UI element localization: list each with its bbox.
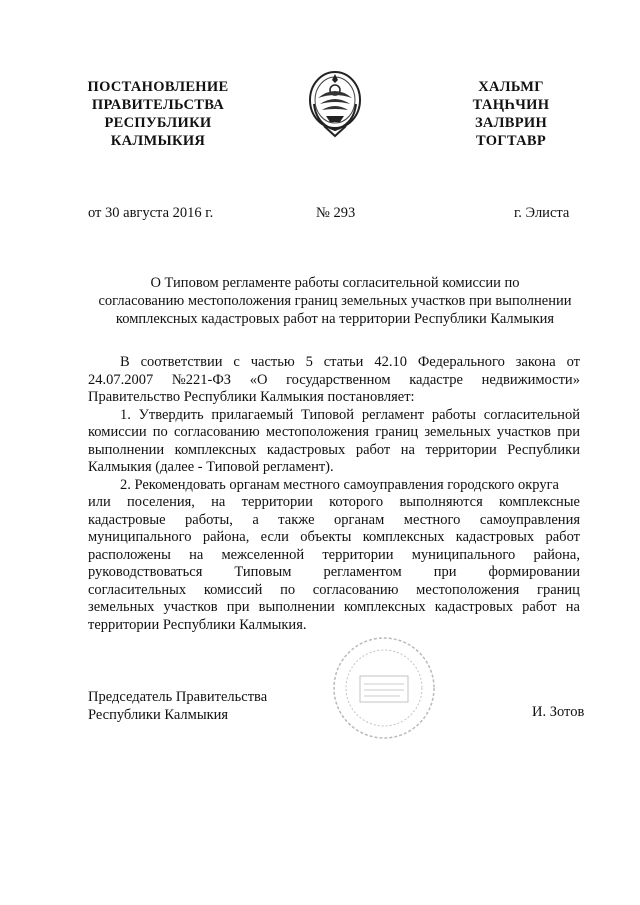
header-right-line: ЗАЛВРИН [474, 115, 548, 131]
header-right-kalmyk [450, 78, 572, 150]
header-right-line: ТАҢҺЧИН [472, 97, 550, 113]
signer-name: И. Зотов [532, 704, 585, 720]
document-city: г. Элиста [514, 205, 570, 221]
official-seal-stamp-icon [330, 634, 438, 742]
header-left-line: ПОСТАНОВЛЕНИЕ [87, 79, 229, 95]
body-line: 2. Рекомендовать органам местного самоуправления городского округа [120, 476, 559, 493]
body-line: или поселения, на территории которого выполняются комплексные [88, 494, 580, 510]
body-line: руководствоваться Типовым регламентом при формировании [88, 564, 580, 580]
body-line: комиссии по согласованию местоположения границ земельных участков при [88, 424, 580, 440]
kalmykia-coat-of-arms-icon [306, 68, 364, 138]
header-right-line: ТОГТАВР [475, 133, 547, 149]
title-line: комплексных кадастровых работ на территории Республики Калмыкия [115, 311, 555, 327]
header-left-line: КАЛМЫКИЯ [110, 133, 206, 149]
header-left-line: РЕСПУБЛИКИ [104, 115, 212, 131]
body-line: согласительных комиссий по согласованию местоположения границ [88, 581, 580, 598]
document-title [90, 274, 580, 328]
header-left-line: ПРАВИТЕЛЬСТВА [91, 97, 225, 113]
body-line: Правительство Республики Калмыкия постановляет: [88, 389, 415, 405]
document-body [88, 354, 580, 634]
signer-position-line: Республики Калмыкия [88, 707, 229, 723]
title-line: О Типовом регламенте работы согласительной комиссии по [150, 275, 520, 291]
body-line: территории Республики Калмыкия. [88, 616, 307, 633]
body-line: кадастровые работы, а также органам местного самоуправления [88, 511, 580, 528]
header-left-russian [72, 78, 244, 150]
body-line: муниципального района, если объекты комплексных кадастровых работ [88, 529, 580, 545]
body-line: Калмыкия (далее - Типовой регламент). [88, 459, 334, 475]
body-line: 1. Утвердить прилагаемый Типовой регламент работы согласительной [120, 406, 580, 423]
body-line: земельных участков при выполнении комплексных кадастровых работ на [88, 599, 580, 615]
title-line: согласованию местоположения границ земельных участков при выполнении [98, 293, 572, 309]
document-number: № 293 [316, 205, 356, 221]
body-line: В соответствии с частью 5 статьи 42.10 Федерального закона от [120, 354, 580, 370]
signer-position [88, 688, 267, 724]
body-line: выполнении комплексных кадастровых работ на территории Республики [88, 441, 580, 458]
body-line: расположены на межселенной территории муниципального района, [88, 546, 580, 563]
signer-position-line: Председатель Правительства [88, 689, 268, 705]
document-date: от 30 августа 2016 г. [88, 205, 214, 221]
body-line: 24.07.2007 №221-ФЗ «О государственном кадастре недвижимости» [88, 371, 580, 388]
header-right-line: ХАЛЬМГ [478, 79, 544, 95]
